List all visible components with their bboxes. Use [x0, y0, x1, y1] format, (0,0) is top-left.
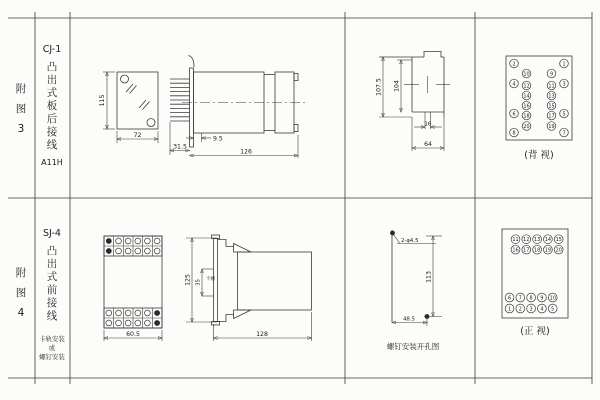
terminal-number: 20 — [555, 247, 562, 254]
dim-rear-slot: 16 — [424, 121, 432, 128]
mounting-flange — [190, 68, 194, 147]
fig4-name-char: 前 — [46, 284, 58, 296]
terminal-number: 9 — [549, 71, 554, 78]
terminal-number: 14 — [523, 93, 530, 100]
terminal-box — [506, 56, 572, 140]
fig3-name-char: 线 — [46, 139, 58, 151]
fig4-name-char: 线 — [46, 310, 58, 322]
panel-hole-top — [121, 75, 129, 83]
fig4-side-view — [185, 235, 312, 341]
dim-front-width: 60.5 — [126, 331, 140, 338]
terminal-number: 15 — [555, 237, 562, 243]
terminal-number: 19 — [548, 123, 555, 130]
terminal-number: 16 — [512, 247, 519, 254]
dim-rail-slot: 35 — [195, 279, 202, 286]
rail-slot-label-char-1: 卡槽 — [205, 277, 216, 282]
terminal-number: 12 — [523, 237, 530, 243]
fig4-title — [39, 228, 65, 361]
terminal-number: 18 — [523, 113, 530, 120]
terminal-number: 13 — [533, 237, 541, 243]
terminal-number: 18 — [533, 247, 541, 254]
drill-hole-note: 2-φ4.5 — [401, 238, 419, 244]
terminal-number: 10 — [523, 71, 530, 78]
terminal-number: 1 — [562, 61, 566, 68]
fig3-model: CJ-1 — [42, 44, 62, 55]
fig3-index-char-1: 附 — [15, 83, 27, 95]
drill-hole-top — [390, 231, 395, 236]
terminal-number: 4 — [512, 81, 516, 88]
terminal-number: 2 — [512, 61, 516, 68]
fig4-mount-note-3: 螺钉安装 — [39, 353, 65, 361]
terminal-number: 11 — [548, 83, 555, 90]
terminal-number: 20 — [523, 123, 530, 130]
wiring-hook — [189, 56, 195, 68]
terminal-number: 8 — [529, 295, 533, 302]
table-grid — [8, 12, 592, 384]
terminal-number: 7 — [518, 295, 522, 302]
terminal-number: 6 — [507, 295, 512, 302]
fig4-index-char-2: 图 — [15, 287, 27, 299]
dim-hole-horizontal: 48.5 — [402, 316, 416, 323]
fig3-terminal-view — [506, 56, 572, 161]
terminal-number: 9 — [540, 295, 544, 302]
terminal-number: 3 — [562, 81, 566, 88]
fig4-mount-note-2: 或 — [48, 344, 56, 352]
fig3-name-char: 式 — [46, 87, 58, 99]
terminal-number: 11 — [512, 237, 519, 243]
dim-side-height: 125 — [184, 274, 192, 286]
terminal-number: 15 — [548, 103, 555, 110]
fig3-title — [41, 44, 63, 167]
terminal-number: 6 — [512, 111, 516, 118]
fig3-row — [16, 44, 572, 167]
dim-step: 9.5 — [213, 135, 223, 143]
dim-rear-height: 107.5 — [375, 78, 383, 96]
fig3-rear-view — [376, 52, 451, 152]
terminal-number: 14 — [544, 237, 552, 243]
terminal-number: 8 — [512, 130, 516, 137]
terminal-number: 12 — [523, 83, 530, 90]
dim-pin-length: 31.5 — [173, 143, 187, 151]
terminal-number: 3 — [529, 306, 533, 313]
fig3-name-char: 板 — [46, 100, 58, 112]
fig3-index-label — [16, 82, 27, 135]
fig4-view-caption: (正 视) — [520, 326, 550, 337]
fig3-name-char: 后 — [46, 113, 58, 125]
terminal-number: 2 — [518, 306, 522, 313]
terminal-number: 19 — [544, 247, 552, 254]
dim-hole-vertical: 113 — [425, 271, 433, 283]
terminal-number: 5 — [551, 306, 555, 313]
panel-hole-bottom — [147, 119, 155, 127]
fig4-index-char-1: 附 — [15, 267, 27, 279]
fig4-model: SJ-4 — [43, 228, 61, 239]
terminal-number: 13 — [548, 93, 555, 100]
fig4-drill-view — [387, 230, 442, 351]
terminal-number: 1 — [507, 306, 512, 313]
fig4-front-view — [104, 236, 162, 341]
dim-rear-width: 64 — [424, 141, 432, 148]
fig4-terminal-view — [502, 229, 568, 337]
fig4-index-label — [16, 266, 27, 319]
fig3-panel-view — [99, 72, 158, 143]
dim-panel-height: 115 — [99, 94, 106, 107]
fig4-drill-caption: 螺钉安装开孔图 — [386, 342, 440, 351]
dim-body-length: 126 — [240, 148, 252, 156]
fig4-mount-note-1: 卡轨安装 — [39, 335, 65, 343]
fig3-index-char-2: 图 — [15, 103, 27, 115]
terminal-number: 5 — [562, 111, 566, 118]
fig4-name-char: 式 — [46, 271, 58, 283]
fig4-name-char: 接 — [46, 297, 58, 309]
fig3-side-view — [170, 56, 306, 159]
fig4-index-char-3: 4 — [17, 307, 25, 319]
dim-panel-width: 72 — [133, 132, 142, 139]
fig3-code: A11H — [41, 158, 63, 167]
dim-side-length: 128 — [256, 331, 268, 338]
fig3-name-char: 凸 — [46, 61, 58, 73]
terminal-number: 7 — [562, 130, 566, 137]
fig3-index-char-3: 3 — [17, 123, 25, 135]
panel-outline — [117, 72, 158, 129]
dim-rear-pitch: 104 — [393, 80, 401, 92]
fig3-view-caption: (背 视) — [524, 150, 554, 161]
fig4-name-char: 出 — [46, 258, 58, 270]
fig3-name-char: 出 — [46, 74, 58, 86]
relay-side-body — [238, 252, 312, 310]
fig4-name-char: 凸 — [46, 245, 58, 257]
fig4-row — [16, 228, 568, 361]
terminal-number: 17 — [548, 113, 555, 120]
terminal-number: 10 — [549, 295, 556, 302]
terminal-number: 17 — [523, 247, 530, 254]
terminal-number: 4 — [540, 306, 544, 313]
terminal-number: 16 — [523, 103, 530, 110]
fig3-name-char: 接 — [46, 126, 58, 138]
